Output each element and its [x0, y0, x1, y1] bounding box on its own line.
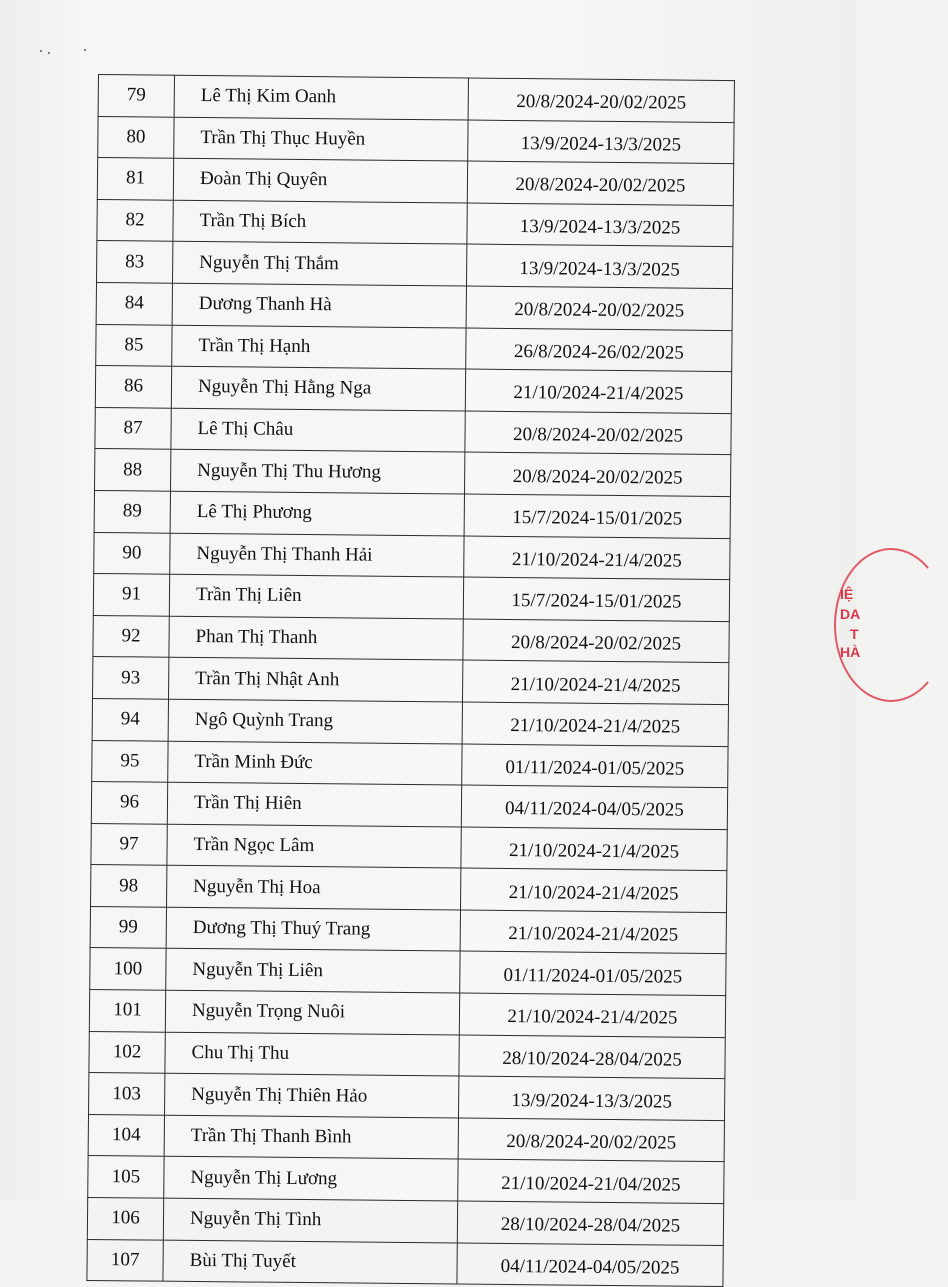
table-row [88, 1114, 724, 1162]
table-row [97, 158, 733, 206]
table-row [98, 75, 734, 123]
employee-name-cell: Nguyễn Thị Tình [163, 1198, 457, 1242]
row-number-cell: 92 [93, 615, 169, 657]
table-row [89, 1031, 725, 1079]
table-row [89, 990, 725, 1038]
table-row [89, 1073, 725, 1121]
period-cell: 20/8/2024-20/02/2025 [464, 452, 730, 496]
table-row [93, 657, 729, 705]
row-number-cell: 83 [96, 241, 172, 283]
employee-name-cell: Lê Thị Châu [171, 408, 465, 452]
row-number-cell: 82 [97, 199, 173, 241]
employee-name-cell: Nguyễn Thị Hằng Nga [171, 366, 465, 410]
table-row [96, 324, 732, 372]
table-row [93, 615, 729, 663]
table-row [95, 407, 731, 455]
period-cell: 04/11/2024-04/05/2025 [461, 785, 727, 829]
employee-name-cell: Trần Minh Đức [168, 741, 462, 785]
period-cell: 20/8/2024-20/02/2025 [467, 161, 733, 205]
row-number-cell: 87 [95, 407, 171, 449]
employee-name-cell: Dương Thanh Hà [172, 283, 466, 327]
period-cell: 15/7/2024-15/01/2025 [463, 577, 729, 621]
period-cell: 21/10/2024-21/4/2025 [460, 868, 726, 912]
period-cell: 28/10/2024-28/04/2025 [457, 1201, 723, 1245]
table-row [90, 948, 726, 996]
employee-name-cell: Bùi Thị Tuyết [163, 1240, 457, 1284]
period-cell: 26/8/2024-26/02/2025 [466, 328, 732, 372]
period-cell: 13/9/2024-13/3/2025 [458, 1076, 724, 1120]
table-row [95, 366, 731, 414]
employee-name-cell: Nguyễn Thị Hoa [167, 865, 461, 909]
scan-specks [40, 46, 90, 56]
employee-name-cell: Ngô Quỳnh Trang [168, 699, 462, 743]
employee-name-cell: Trần Thị Bích [173, 200, 467, 244]
table-row [87, 1197, 723, 1245]
row-number-cell: 89 [94, 490, 170, 532]
row-number-cell: 104 [88, 1114, 164, 1156]
row-number-cell: 86 [95, 366, 171, 408]
employee-name-cell: Dương Thị Thuý Trang [166, 907, 460, 951]
period-cell: 21/10/2024-21/4/2025 [460, 910, 726, 954]
row-number-cell: 81 [97, 158, 173, 200]
row-number-cell: 95 [92, 740, 168, 782]
period-cell: 04/11/2024-04/05/2025 [457, 1243, 723, 1287]
table-row [92, 698, 728, 746]
table-row [87, 1239, 723, 1287]
row-number-cell: 90 [94, 532, 170, 574]
employee-name-cell: Trần Thị Nhật Anh [169, 658, 463, 702]
employee-name-cell: Trần Thị Thanh Bình [164, 1115, 458, 1159]
employee-name-cell: Nguyễn Trọng Nuôi [165, 990, 459, 1034]
row-number-cell: 102 [89, 1031, 165, 1073]
table-row [97, 199, 733, 247]
period-cell: 21/10/2024-21/4/2025 [464, 536, 730, 580]
table-row [95, 449, 731, 497]
row-number-cell: 85 [96, 324, 172, 366]
row-number-cell: 101 [89, 990, 165, 1032]
employee-name-cell: Trần Thị Liên [169, 574, 463, 618]
staff-table-container [86, 74, 734, 1287]
stamp-text-line: DA [840, 606, 861, 622]
table-row [96, 282, 732, 330]
table-row [91, 865, 727, 913]
employee-name-cell: Nguyễn Thị Thiên Hảo [165, 1073, 459, 1117]
period-cell: 13/9/2024-13/3/2025 [466, 244, 732, 288]
table-row [98, 116, 734, 164]
row-number-cell: 91 [93, 574, 169, 616]
table-row [96, 241, 732, 289]
row-number-cell: 93 [93, 657, 169, 699]
employee-name-cell: Nguyễn Thị Thắm [172, 242, 466, 286]
staff-table-body [87, 75, 735, 1287]
employee-name-cell: Nguyễn Thị Thu Hương [170, 450, 464, 494]
row-number-cell: 97 [91, 823, 167, 865]
employee-name-cell: Lê Thị Kim Oanh [174, 75, 468, 119]
period-cell: 20/8/2024-20/02/2025 [458, 1118, 724, 1162]
stamp-text-line: IỆ [840, 586, 854, 602]
period-cell: 01/11/2024-01/05/2025 [462, 744, 728, 788]
period-cell: 21/10/2024-21/4/2025 [465, 369, 731, 413]
table-row [91, 782, 727, 830]
row-number-cell: 106 [87, 1197, 163, 1239]
employee-name-cell: Phan Thị Thanh [169, 616, 463, 660]
period-cell: 21/10/2024-21/04/2025 [458, 1159, 724, 1203]
employee-name-cell: Trần Ngọc Lâm [167, 824, 461, 868]
period-cell: 01/11/2024-01/05/2025 [460, 951, 726, 995]
period-cell: 21/10/2024-21/4/2025 [461, 827, 727, 871]
row-number-cell: 105 [88, 1156, 164, 1198]
table-row [94, 490, 730, 538]
employee-name-cell: Đoàn Thị Quyên [173, 158, 467, 202]
row-number-cell: 84 [96, 282, 172, 324]
row-number-cell: 94 [92, 698, 168, 740]
employee-name-cell: Lê Thị Phương [170, 491, 464, 535]
row-number-cell: 96 [91, 782, 167, 824]
row-number-cell: 103 [89, 1073, 165, 1115]
employee-name-cell: Nguyễn Thị Liên [166, 949, 460, 993]
period-cell: 20/8/2024-20/02/2025 [463, 619, 729, 663]
table-row [94, 532, 730, 580]
period-cell: 20/8/2024-20/02/2025 [468, 78, 734, 122]
period-cell: 20/8/2024-20/02/2025 [465, 411, 731, 455]
period-cell: 13/9/2024-13/3/2025 [467, 203, 733, 247]
period-cell: 28/10/2024-28/04/2025 [459, 1035, 725, 1079]
period-cell: 21/10/2024-21/4/2025 [462, 660, 728, 704]
period-cell: 20/8/2024-20/02/2025 [466, 286, 732, 330]
employee-name-cell: Nguyễn Thị Thanh Hải [170, 533, 464, 577]
row-number-cell: 107 [87, 1239, 163, 1281]
row-number-cell: 80 [98, 116, 174, 158]
table-row [91, 823, 727, 871]
red-seal-stamp [832, 548, 892, 698]
table-row [90, 906, 726, 954]
stamp-ring [834, 548, 948, 702]
row-number-cell: 99 [90, 906, 166, 948]
row-number-cell: 98 [91, 865, 167, 907]
row-number-cell: 88 [95, 449, 171, 491]
employee-name-cell: Chu Thị Thu [165, 1032, 459, 1076]
period-cell: 21/10/2024-21/4/2025 [459, 993, 725, 1037]
table-row [92, 740, 728, 788]
period-cell: 13/9/2024-13/3/2025 [468, 120, 734, 164]
stamp-text-line: T [850, 626, 859, 642]
table-row [88, 1156, 724, 1204]
period-cell: 15/7/2024-15/01/2025 [464, 494, 730, 538]
employee-name-cell: Trần Thị Hạnh [172, 325, 466, 369]
stamp-text-line: HÀ [840, 644, 861, 660]
staff-table [86, 74, 735, 1287]
period-cell: 21/10/2024-21/4/2025 [462, 702, 728, 746]
row-number-cell: 100 [90, 948, 166, 990]
table-row [93, 574, 729, 622]
employee-name-cell: Trần Thị Thục Huyền [174, 117, 468, 161]
employee-name-cell: Nguyễn Thị Lương [164, 1157, 458, 1201]
row-number-cell: 79 [98, 75, 174, 117]
employee-name-cell: Trần Thị Hiên [167, 782, 461, 826]
